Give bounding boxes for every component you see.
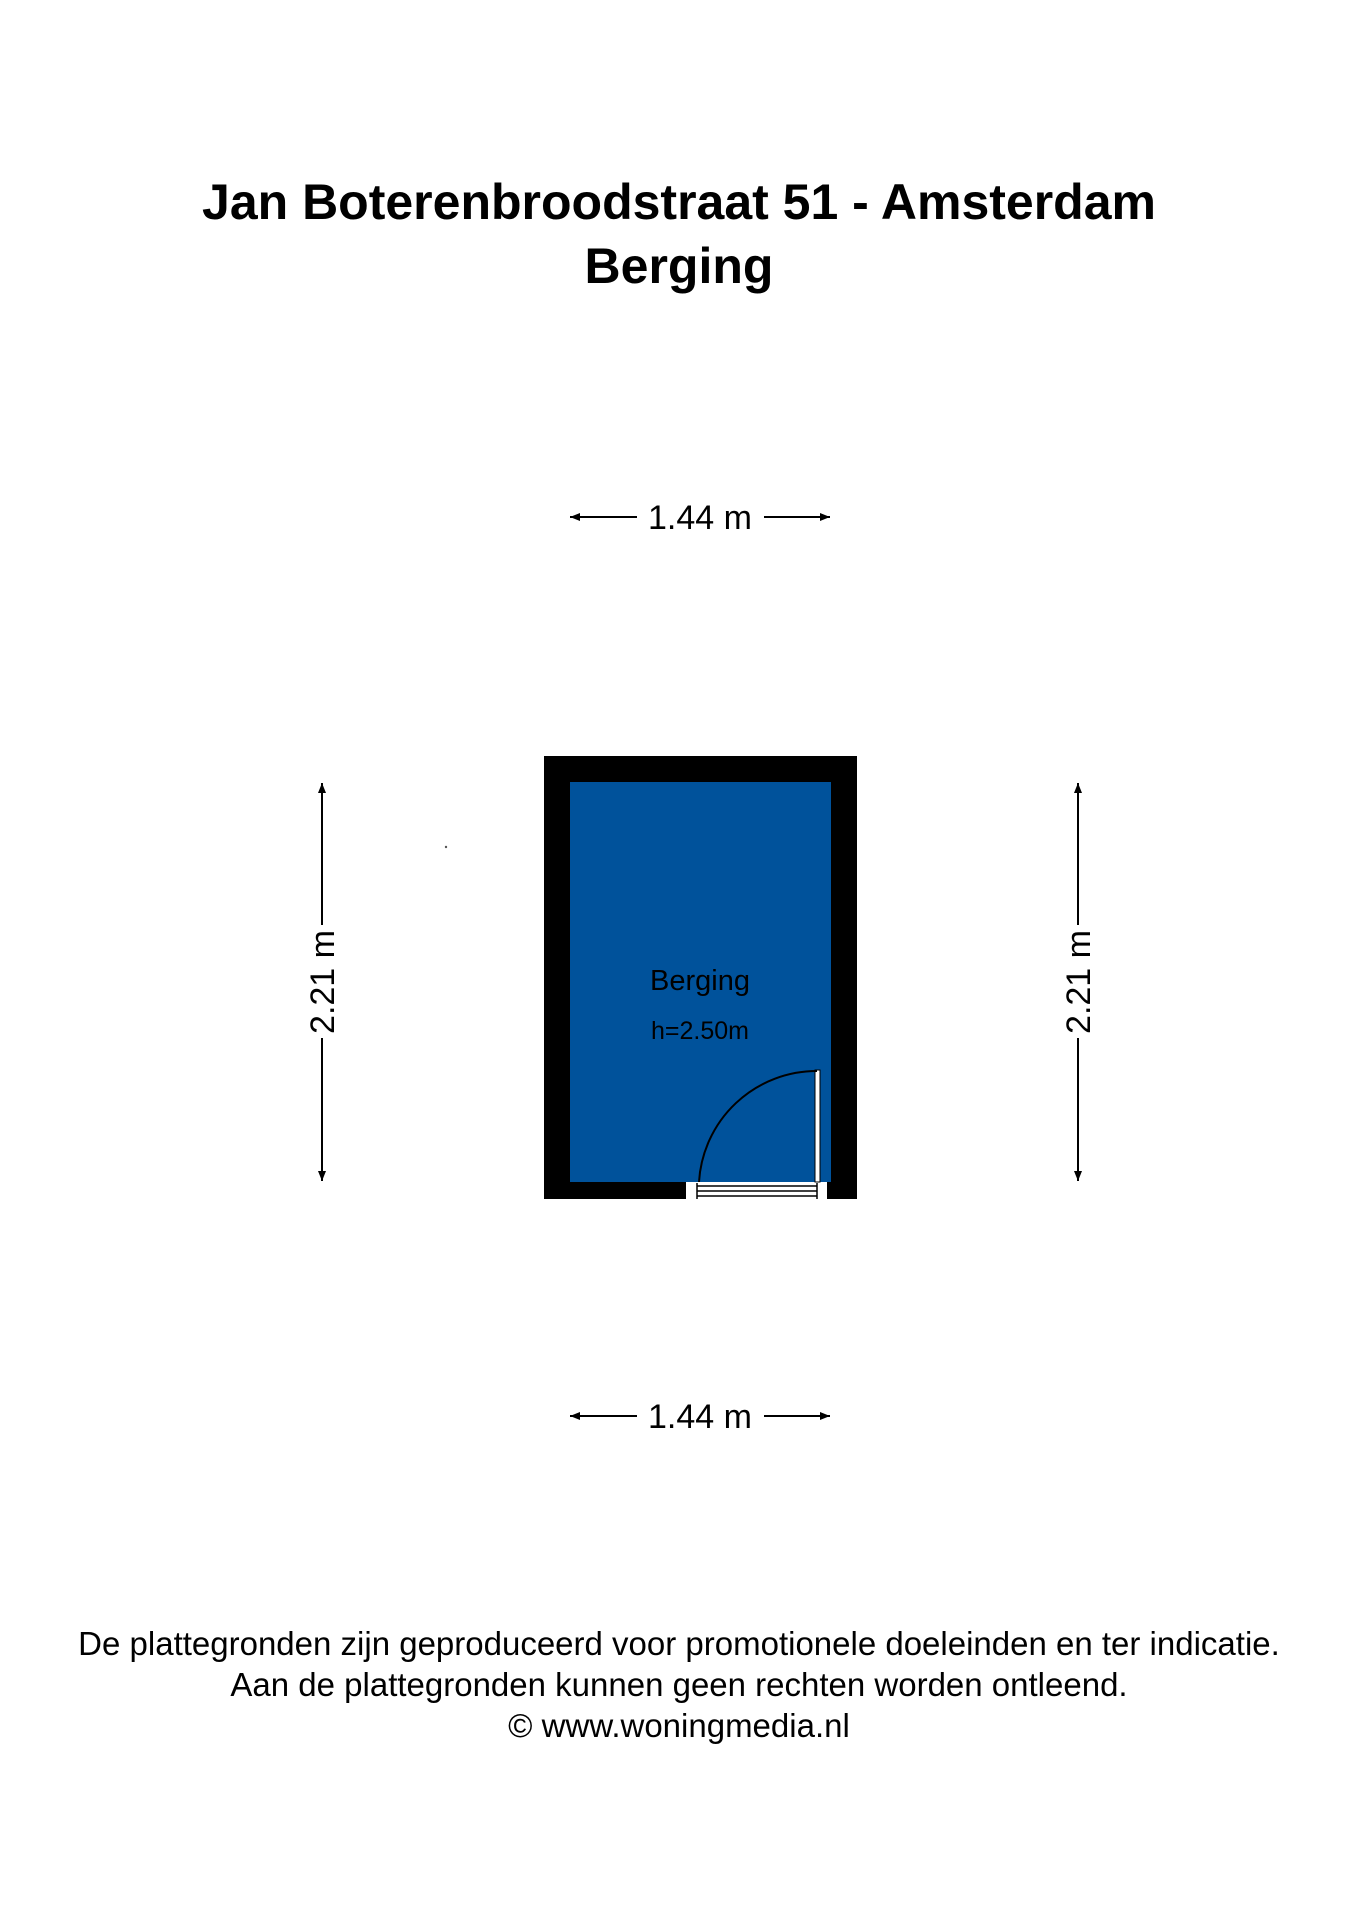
room-name: Berging [650, 965, 750, 997]
dimension-bottom [570, 1398, 830, 1436]
dimension-top [570, 499, 830, 537]
disclaimer-line-2: Aan de plattegronden kunnen geen rechten worden ontleend. [230, 1666, 1128, 1703]
plan-title-floor: Berging [584, 238, 774, 294]
dimension-right-label: 2.21 m [1060, 930, 1098, 1034]
plan-title-address: Jan Boterenbroodstraat 51 - Amsterdam [202, 174, 1156, 230]
dimension-bottom-label: 1.44 m [648, 1398, 752, 1436]
dimension-top-label: 1.44 m [648, 499, 752, 537]
disclaimer-line-1: De plattegronden zijn geproduceerd voor promotionele doeleinden en ter indicatie. [78, 1625, 1280, 1662]
copyright-line: © www.woningmedia.nl [508, 1707, 850, 1744]
stray-dot [445, 846, 447, 848]
dimension-left-label: 2.21 m [304, 930, 342, 1034]
dimension-left [304, 783, 342, 1181]
dimension-right [1060, 783, 1098, 1181]
room-height: h=2.50m [651, 1017, 749, 1045]
door-leaf [815, 1070, 820, 1182]
